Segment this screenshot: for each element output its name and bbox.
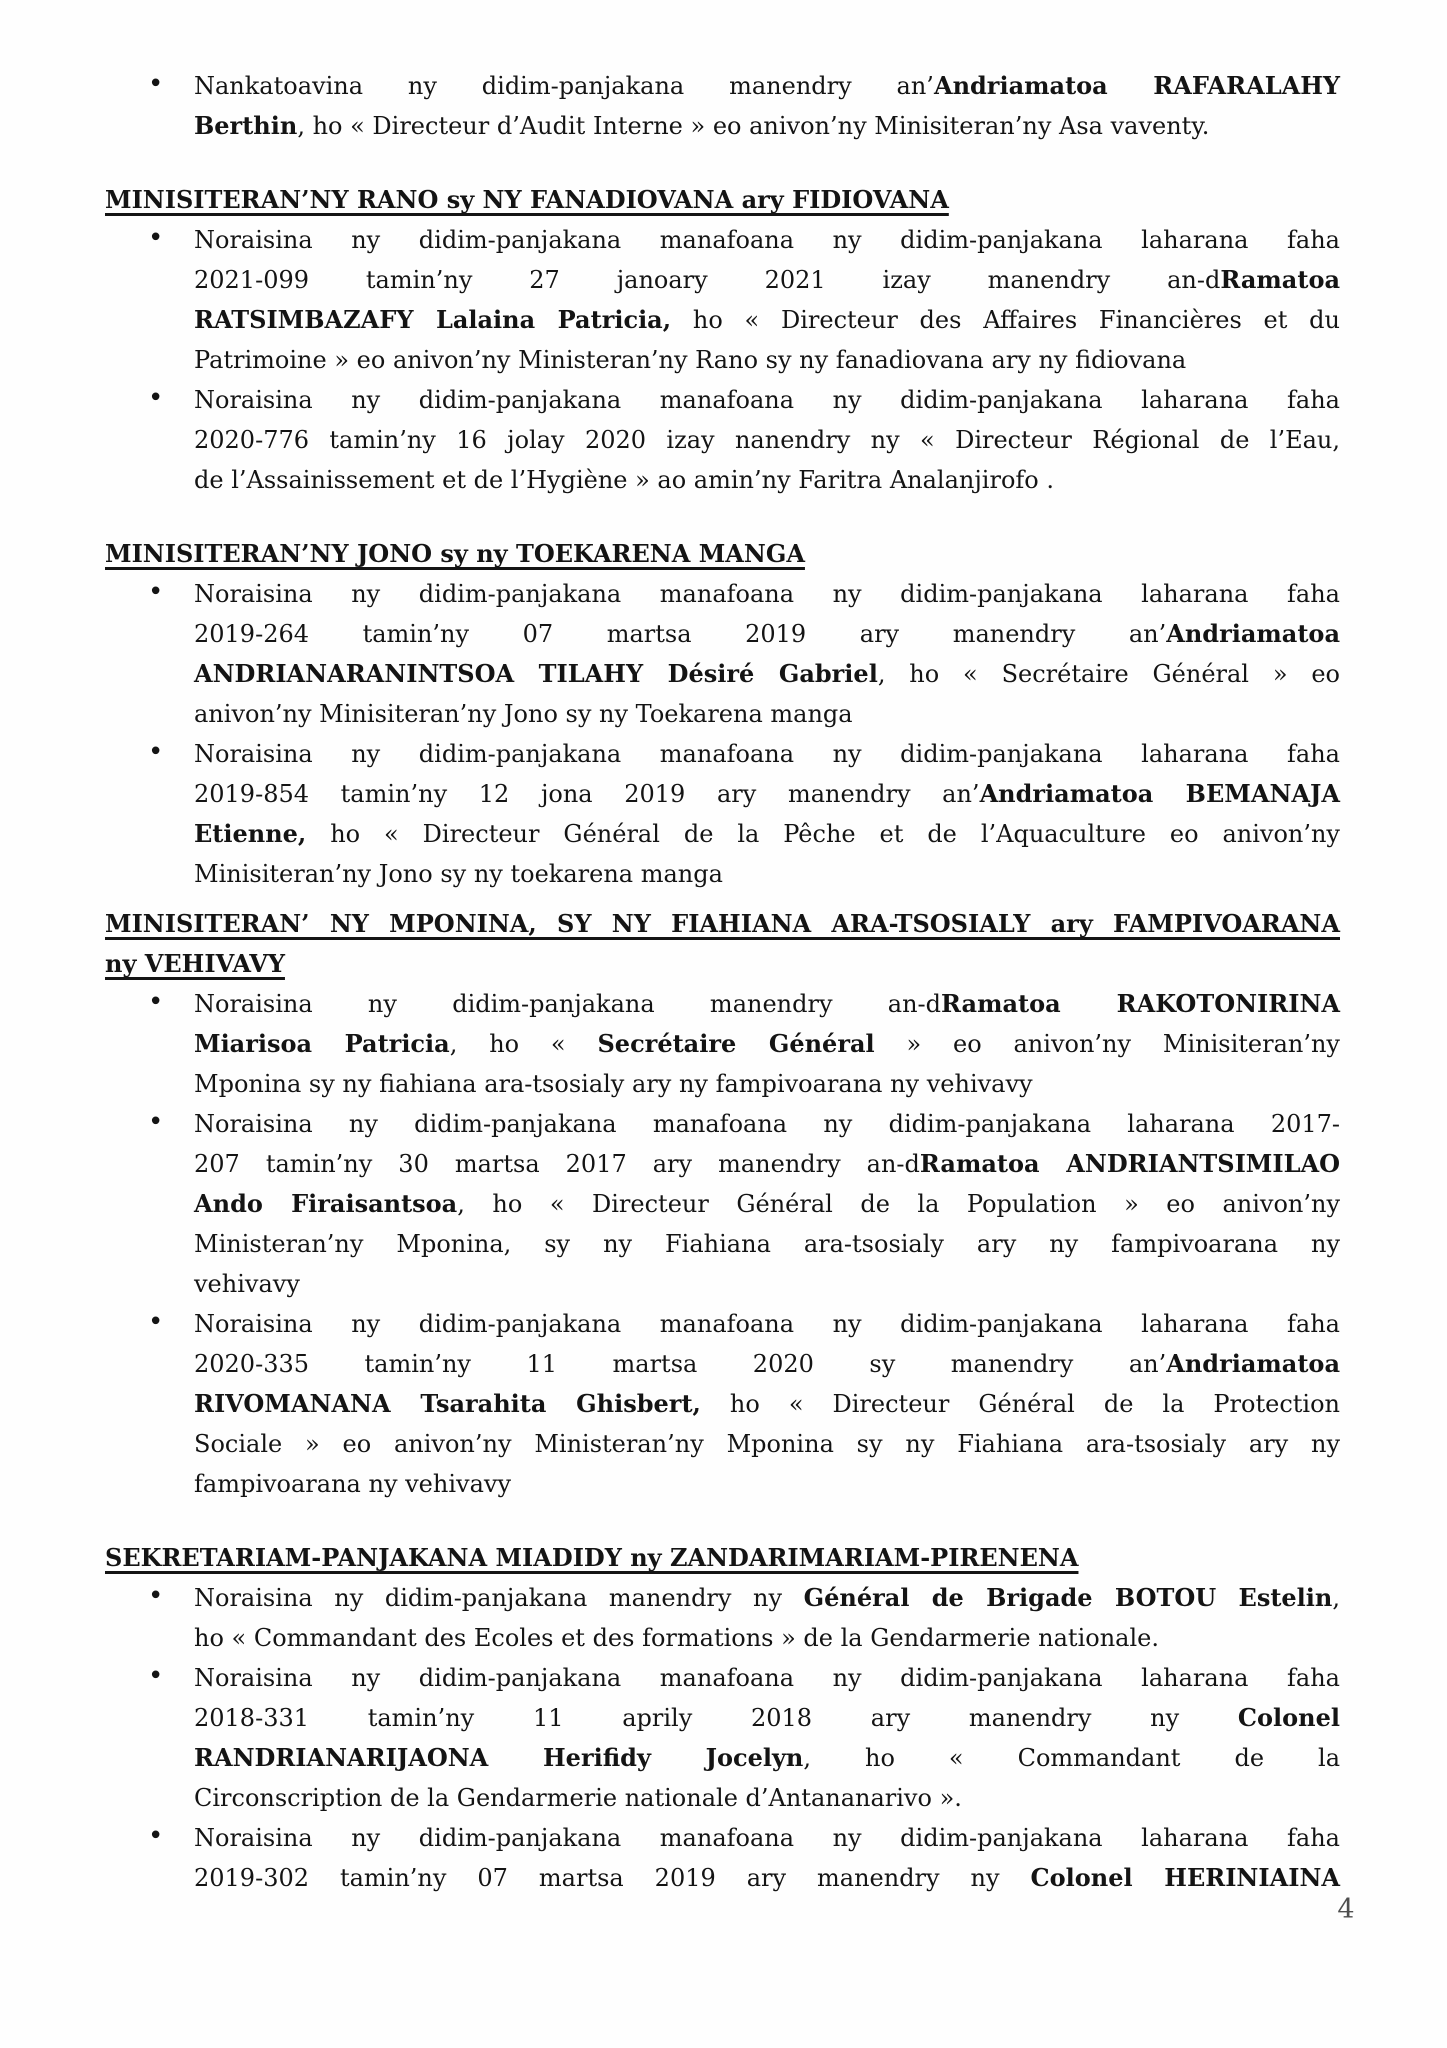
bold-text-segment: Andriamatoa RAFARALAHY [933,71,1340,100]
text-line [194,1698,1340,1738]
text-line [194,734,1340,774]
text-line [194,1384,1340,1424]
bold-text-segment: RIVOMANANA Tsarahita Ghisbert, [194,1389,701,1418]
section-heading [105,534,1340,574]
bold-text-segment: Colonel [1237,1703,1340,1732]
text-line [194,340,1340,380]
text-segment: Circonscription de la Gendarmerie nationale d’Antananarivo ». [194,1784,962,1812]
section-heading [105,1538,1340,1578]
heading-line: MINISITERAN’NY RANO sy NY FANADIOVANA ary FIDIOVANA [105,185,949,214]
text-segment: Noraisina ny didim-panjakana manafoana ny didim-panjakana laharana faha [194,1824,1340,1852]
bullet-icon: • [148,1661,164,1691]
text-line [194,1024,1340,1064]
document-section [105,180,1340,500]
text-segment: 2019-264 tamin’ny 07 martsa 2019 ary manendry an’ [194,620,1167,648]
text-line [194,1738,1340,1778]
bullet-icon: • [148,1581,164,1611]
text-line [194,1104,1340,1144]
text-line [194,1464,1340,1504]
text-segment: Noraisina ny didim-panjakana manendry an-d [194,990,942,1018]
text-line [194,1184,1340,1224]
document-section [105,66,1340,146]
text-segment: 2020-776 tamin’ny 16 jolay 2020 izay nanendry ny « Directeur Régional de l’Eau, [194,426,1340,454]
text-segment: Noraisina ny didim-panjakana manafoana ny didim-panjakana laharana faha [194,386,1340,414]
bullet-item [148,574,1341,734]
bullet-item [148,1818,1340,1898]
text-line [194,220,1340,260]
text-line [194,694,1340,734]
bullet-icon: • [148,737,164,767]
text-segment: Noraisina ny didim-panjakana manendry ny [194,1584,804,1612]
text-line [194,1344,1340,1384]
text-segment: Ministeran’ny Mponina, sy ny Fiahiana ara-tsosialy ary ny fampivoarana ny [194,1230,1340,1258]
heading-line: ny VEHIVAVY [105,949,285,978]
text-segment: Noraisina ny didim-panjakana manafoana ny didim-panjakana laharana faha [194,1664,1340,1692]
text-segment: 2020-335 tamin’ny 11 martsa 2020 sy manendry an’ [194,1350,1167,1378]
text-line [194,814,1340,854]
bullet-icon: • [148,1107,164,1137]
text-segment: fampivoarana ny vehivavy [194,1470,512,1498]
bold-text-segment: Général de Brigade BOTOU Estelin [803,1583,1333,1612]
text-line [194,260,1340,300]
text-line [194,984,1340,1024]
text-segment: de l’Assainissement et de l’Hygiène » ao amin’ny Faritra Analanjirofo . [194,466,1054,494]
text-segment: ho « Directeur Général de la Protection [700,1390,1340,1418]
bold-text-segment: Andriamatoa [1166,619,1340,648]
text-segment: , ho « Secrétaire Général » eo [877,660,1341,688]
page-number: 4 [1337,1894,1355,1925]
text-line [194,1224,1340,1264]
text-segment: Nankatoavina ny didim-panjakana manendry an’ [194,72,934,100]
bold-text-segment: RANDRIANARIJAONA Herifidy Jocelyn [194,1743,804,1772]
text-line [194,654,1340,694]
text-line [194,420,1340,460]
heading-line: MINISITERAN’ NY MPONINA, SY NY FIAHIANA ARA-TSOSIALY ary FAMPIVOARANA [105,909,1340,938]
bullet-item [148,380,1340,500]
bold-text-segment: Ramatoa [1220,265,1340,294]
bold-text-segment: Andriamatoa [1166,1349,1340,1378]
bullet-item [148,734,1340,894]
document-section [105,534,1340,894]
text-segment: 2021-099 tamin’ny 27 janoary 2021 izay manendry an-d [194,266,1221,294]
text-segment: Noraisina ny didim-panjakana manafoana ny didim-panjakana laharana faha [194,226,1340,254]
text-line [194,614,1340,654]
text-segment: Noraisina ny didim-panjakana manafoana ny didim-panjakana laharana faha [194,1310,1340,1338]
bullet-list [105,984,1340,1504]
bold-text-segment: ANDRIANARANINTSOA TILAHY Désiré Gabriel [194,659,878,688]
bullet-list [105,1578,1340,1898]
text-segment: Sociale » eo anivon’ny Ministeran’ny Mponina sy ny Fiahiana ara-tsosialy ary ny [194,1430,1340,1458]
bullet-item [148,220,1340,380]
text-line [194,1264,1340,1304]
bullet-icon: • [148,1307,164,1337]
text-line [194,66,1340,106]
text-segment: 2018-331 tamin’ny 11 aprily 2018 ary manendry ny [194,1704,1238,1732]
bullet-icon: • [148,223,164,253]
bullet-item [148,1104,1341,1304]
bullet-icon: • [148,987,164,1017]
bold-text-segment: Berthin [194,111,298,140]
bullet-item [148,984,1340,1104]
document-section [105,1538,1340,1898]
bullet-list [105,574,1340,894]
text-line [194,1304,1340,1344]
text-line [194,854,1340,894]
text-line [194,1778,1340,1818]
text-segment: , ho « Directeur d’Audit Interne » eo anivon’ny Minisiteran’ny Asa vaventy. [297,112,1210,140]
text-line [194,1064,1340,1104]
bullet-icon: • [148,1821,164,1851]
text-line [194,1618,1340,1658]
text-segment: Noraisina ny didim-panjakana manafoana ny didim-panjakana laharana faha [194,580,1340,608]
bullet-list [105,220,1340,500]
section-heading [105,904,1340,984]
bold-text-segment: Ando Firaisantsoa [194,1189,458,1218]
text-segment: vehivavy [194,1270,300,1298]
text-segment: , ho « [449,1030,598,1058]
text-segment: » eo anivon’ny Minisiteran’ny [874,1030,1340,1058]
text-segment: , ho « Commandant de la [803,1744,1340,1772]
bullet-item [148,66,1340,146]
text-segment: , ho « Directeur Général de la Population » eo anivon’ny [457,1190,1341,1218]
text-segment: ho « Directeur des Affaires Financières et du [671,306,1340,334]
text-line [194,300,1340,340]
text-segment: Patrimoine » eo anivon’ny Ministeran’ny Rano sy ny fanadiovana ary ny fidiovana [194,346,1187,374]
bullet-item [148,1658,1340,1818]
bullet-icon: • [148,383,164,413]
text-line [194,1658,1340,1698]
text-line [194,774,1340,814]
heading-line: MINISITERAN’NY JONO sy ny TOEKARENA MANGA [105,539,805,568]
text-line [194,1858,1340,1898]
document-body [105,66,1340,1898]
text-segment: Noraisina ny didim-panjakana manafoana ny didim-panjakana laharana 2017- [194,1110,1340,1138]
text-line [194,574,1340,614]
text-segment: 2019-302 tamin’ny 07 martsa 2019 ary manendry ny [194,1864,1031,1892]
text-line [194,1144,1340,1184]
text-segment: 2019-854 tamin’ny 12 jona 2019 ary manendry an’ [194,780,980,808]
bold-text-segment: Colonel HERINIAINA [1030,1863,1340,1892]
text-segment: Noraisina ny didim-panjakana manafoana ny didim-panjakana laharana faha [194,740,1340,768]
text-segment: ho « Directeur Général de la Pêche et de l’Aquaculture eo anivon’ny [306,820,1340,848]
bold-text-segment: Ramatoa ANDRIANTSIMILAO [919,1149,1340,1178]
bullet-list [105,66,1340,146]
text-segment: 207 tamin’ny 30 martsa 2017 ary manendry an-d [194,1150,920,1178]
bullet-icon: • [148,69,164,99]
bold-text-segment: RATSIMBAZAFY Lalaina Patricia, [194,305,672,334]
text-segment: anivon’ny Minisiteran’ny Jono sy ny Toekarena manga [194,700,853,728]
bullet-item [148,1578,1341,1658]
section-heading [105,180,1340,220]
text-segment: Mponina sy ny fiahiana ara-tsosialy ary ny fampivoarana ny vehivavy [194,1070,1033,1098]
text-line [194,380,1340,420]
text-line [194,460,1340,500]
document-section [105,904,1340,1504]
text-segment: , [1332,1584,1341,1612]
bullet-item [148,1304,1340,1504]
text-segment: Minisiteran’ny Jono sy ny toekarena manga [194,860,723,888]
bold-text-segment: Secrétaire Général [597,1029,875,1058]
bullet-icon: • [148,577,164,607]
heading-line: SEKRETARIAM-PANJAKANA MIADIDY ny ZANDARIMARIAM-PIRENENA [105,1543,1079,1572]
bold-text-segment: Miarisoa Patricia [194,1029,450,1058]
text-line [194,106,1340,146]
text-line [194,1818,1340,1858]
text-line [194,1578,1340,1618]
text-line [194,1424,1340,1464]
text-segment: ho « Commandant des Ecoles et des formations » de la Gendarmerie nationale. [194,1624,1159,1652]
bold-text-segment: Andriamatoa BEMANAJA [979,779,1340,808]
bold-text-segment: Ramatoa RAKOTONIRINA [941,989,1340,1018]
bold-text-segment: Etienne, [194,819,307,848]
